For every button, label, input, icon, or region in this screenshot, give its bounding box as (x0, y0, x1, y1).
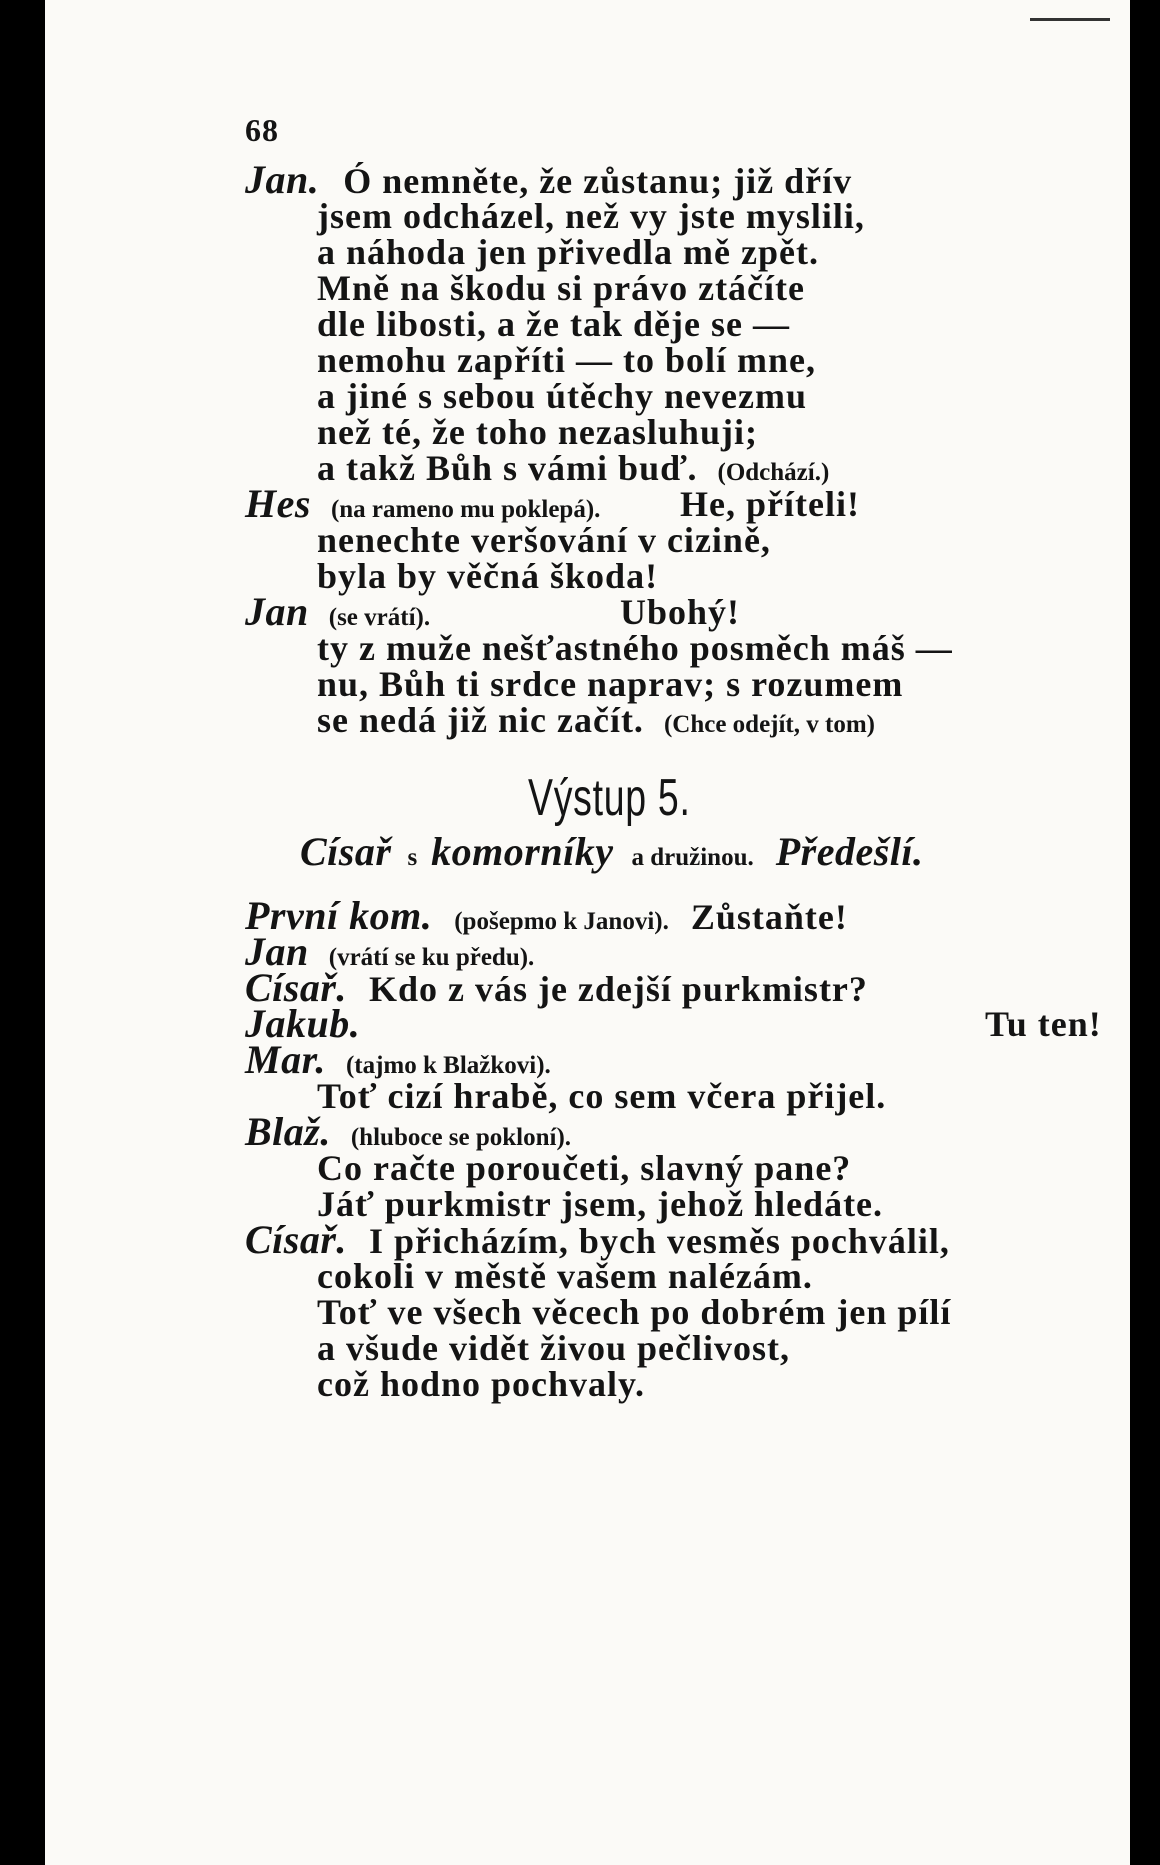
line-11: nenechte veršování v cizině, (317, 520, 771, 560)
line-15: nu, Bůh ti srdce naprav; s rozumem (317, 664, 904, 704)
line-10-verse: He, příteli! (680, 484, 860, 524)
stage-direction: (vrátí se ku předu). (328, 944, 535, 971)
verse: Ó nemněte, že zůstanu; již dřív (343, 161, 853, 201)
line-14: ty z muže nešťastného posměch máš — (317, 628, 953, 668)
cast-previous: Předešlí. (775, 829, 924, 874)
stage-direction: (Chce odejít, v tom) (663, 711, 875, 738)
line-m6: Toť cizí hrabě, co sem včera přijel. (317, 1076, 887, 1116)
cast-chamberlains: komorníky (431, 829, 614, 874)
speaker: Jan (245, 589, 309, 634)
scan-border-right (1130, 0, 1160, 1865)
verse: Zůstaňte! (690, 897, 848, 937)
line-m9: Jáť purkmistr jsem, jehož hledáte. (317, 1184, 884, 1224)
line-m13: a všude vidět živou pečlivost, (317, 1328, 791, 1368)
speaker: Jan (245, 929, 309, 974)
line-16 (317, 700, 875, 745)
page-number: 68 (245, 112, 279, 148)
stage-direction: (tajmo k Blažkovi). (345, 1052, 551, 1079)
verse: se nedá již nic začít. (317, 700, 644, 740)
cast-retinue: a družinou. (631, 844, 754, 871)
line-6: nemohu zapříti — to bolí mne, (317, 340, 817, 380)
cast-emperor: Císař (300, 829, 392, 874)
line-m14: což hodno pochvaly. (317, 1364, 646, 1404)
speaker: Císař. (245, 1217, 347, 1262)
line-7: a jiné s sebou útěchy nevezmu (317, 376, 807, 416)
stage-direction: (na rameno mu poklepá). (330, 496, 601, 523)
line-m12: Toť ve všech věcech po dobrém jen pílí (317, 1292, 952, 1332)
line-12: byla by věčná škoda! (317, 556, 659, 596)
line-3: a náhoda jen přivedla mě zpět. (317, 232, 819, 272)
line-m8: Co račte poroučeti, slavný pane? (317, 1148, 852, 1188)
speaker: Hes (245, 481, 311, 526)
line-13-verse: Ubohý! (620, 592, 741, 632)
line-5: dle libosti, a že tak děje se — (317, 304, 790, 344)
stage-direction: (Odchází.) (717, 459, 830, 486)
scene-cast (300, 829, 924, 878)
speaker: Jan. (245, 157, 320, 202)
stage-direction: (hluboce se pokloní). (350, 1124, 572, 1151)
line-8: než té, že toho nezasluhuji; (317, 412, 758, 452)
line-1 (245, 157, 853, 202)
speaker: Císař. (245, 965, 347, 1010)
speaker: První kom. (245, 893, 433, 938)
stage-direction: (se vrátí). (328, 604, 431, 631)
line-2: jsem odcházel, než vy jste myslili, (317, 196, 865, 236)
line-4: Mně na škodu si právo ztáčíte (317, 268, 805, 308)
line-m4-verse: Tu ten! (985, 1004, 1102, 1044)
speaker: Mar. (245, 1037, 326, 1082)
verse: Kdo z vás je zdejší purkmistr? (368, 969, 868, 1009)
line-m10 (245, 1217, 950, 1262)
verse: I přicházím, bych vesměs pochválil, (368, 1221, 950, 1261)
speaker: Jakub. (245, 1001, 361, 1046)
verse: a takž Bůh s vámi buď. (317, 448, 698, 488)
stage-direction: (pošepmo k Janovi). (454, 908, 669, 935)
line-m11: cokoli v městě vašem nalézám. (317, 1256, 813, 1296)
book-page (45, 0, 1130, 1865)
cast-conj: s (407, 844, 418, 871)
speaker: Blaž. (245, 1109, 331, 1154)
scene-heading: Výstup 5. (528, 769, 691, 827)
page-text (45, 0, 1130, 1865)
